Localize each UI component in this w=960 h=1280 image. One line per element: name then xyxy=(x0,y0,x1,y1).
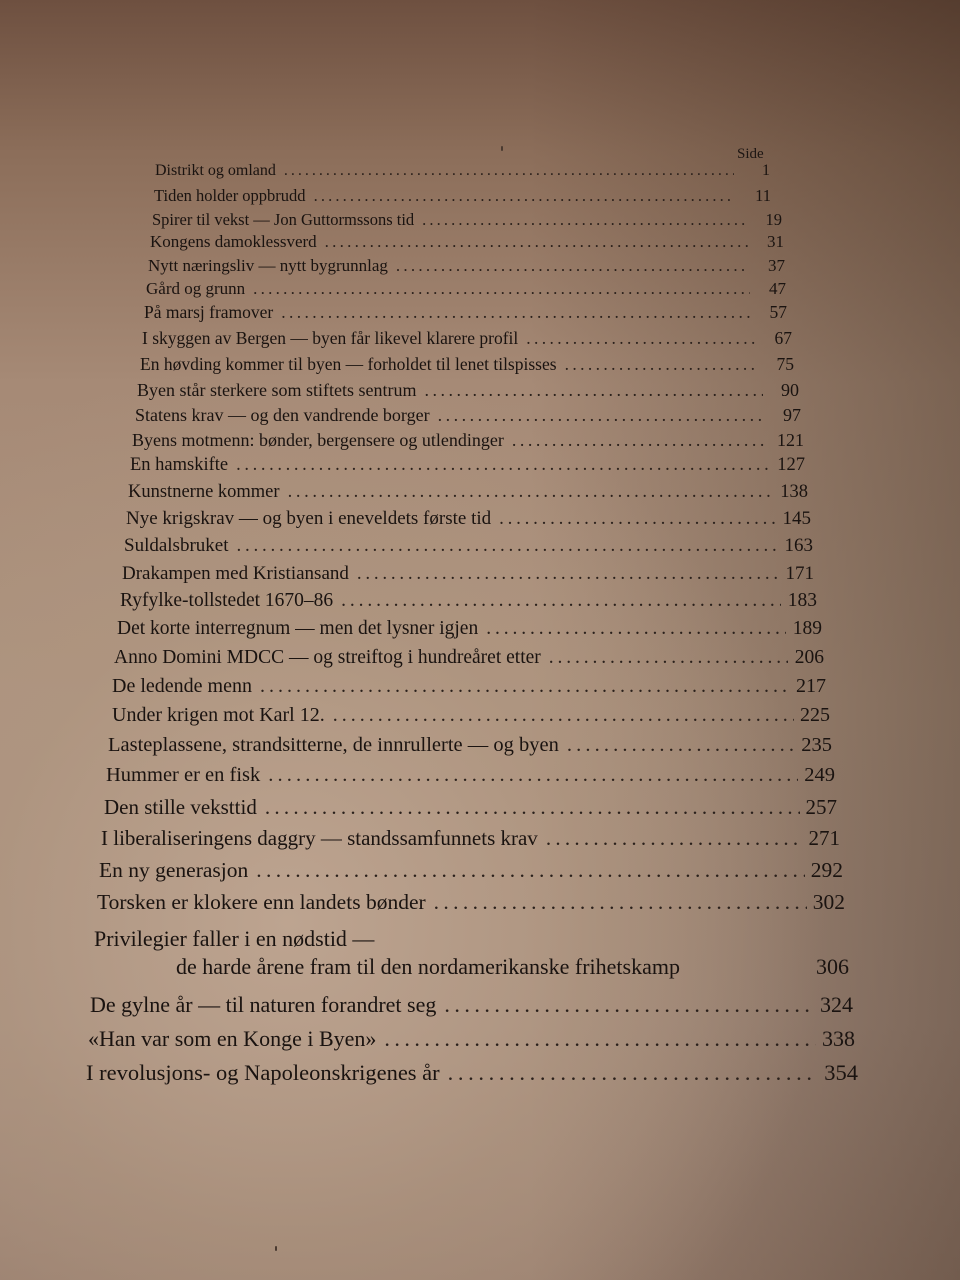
toc-entry-page: 11 xyxy=(755,186,771,205)
toc-leader-dots xyxy=(422,210,746,230)
toc-leader-dots xyxy=(333,704,794,727)
toc-entry-page: 37 xyxy=(768,256,785,275)
toc-entry-title: Byen står sterkere som stiftets sentrum xyxy=(137,380,417,400)
toc-entry-title: Nye krigskrav — og byen i eneveldets første tid xyxy=(126,508,492,529)
toc-entry-title: Ryfylke-tollstedet 1670–86 xyxy=(120,590,334,611)
toc-entry-title: I skyggen av Bergen — byen får likevel klarere profil xyxy=(142,328,519,348)
toc-entry-title: Det korte interregnum — men det lysner igjen xyxy=(117,618,479,639)
toc-leader-dots xyxy=(434,890,807,915)
toc-entry xyxy=(114,647,824,669)
toc-entry-page: 90 xyxy=(781,380,799,400)
toc-entry-page: 225 xyxy=(800,704,830,726)
toc-entry xyxy=(140,354,794,375)
toc-leader-dots xyxy=(325,232,748,252)
toc-entry xyxy=(97,890,845,915)
toc-entry-title: Anno Domini MDCC — og streiftog i hundreåret etter xyxy=(114,647,541,668)
paper-speck xyxy=(501,146,503,151)
toc-leader-dots xyxy=(265,795,800,820)
toc-entry-title: Nytt næringsliv — nytt bygrunnlag xyxy=(148,256,388,275)
page-column-header: Side xyxy=(737,146,764,162)
toc-entry-page: 67 xyxy=(774,328,792,348)
toc-entry xyxy=(155,162,770,180)
toc-entry-title: Distrikt og omland xyxy=(155,162,276,179)
toc-entry-title: På marsj framover xyxy=(144,302,274,322)
toc-entry xyxy=(146,279,786,299)
toc-leader-dots xyxy=(268,764,798,787)
toc-entry-page: 189 xyxy=(792,618,822,639)
toc-entry-page: 354 xyxy=(824,1060,858,1085)
toc-leader-dots xyxy=(396,256,749,276)
toc-entry-page: 163 xyxy=(784,535,813,556)
toc-entry-page: 121 xyxy=(777,430,804,450)
toc-leader-dots xyxy=(256,858,804,883)
toc-entry xyxy=(132,430,804,451)
toc-leader-dots xyxy=(384,1026,816,1052)
toc-entry xyxy=(128,482,808,503)
toc-leader-dots xyxy=(486,618,786,640)
toc-leader-dots xyxy=(444,992,814,1018)
toc-leader-dots xyxy=(314,186,735,206)
toc-entry-page: 75 xyxy=(776,354,794,374)
toc-entry-page: 183 xyxy=(787,590,817,611)
toc-entry xyxy=(126,508,811,530)
toc-leader-dots xyxy=(448,1060,819,1086)
toc-entry-page: 138 xyxy=(780,482,808,502)
toc-entry-title: De gylne år — til naturen forandret seg xyxy=(90,992,437,1017)
toc-entry xyxy=(137,380,799,401)
toc-entry xyxy=(150,232,784,252)
toc-leader-dots xyxy=(512,430,768,451)
toc-entry-title: Tiden holder oppbrudd xyxy=(154,186,306,205)
toc-entry-title: Byens motmenn: bønder, bergensere og utlendinger xyxy=(132,430,504,450)
toc-entry xyxy=(99,858,843,883)
toc-leader-dots xyxy=(424,380,763,401)
toc-leader-dots xyxy=(549,647,788,669)
toc-entry-page: 97 xyxy=(783,405,801,425)
toc-leader-dots xyxy=(357,563,778,585)
toc-entry xyxy=(117,618,822,640)
toc-entry xyxy=(108,734,832,757)
toc-entry xyxy=(135,405,801,426)
toc-leader-dots xyxy=(281,302,751,323)
toc-entry-title: Gård og grunn xyxy=(146,279,246,298)
toc-entry-page: 338 xyxy=(822,1026,855,1051)
toc-entry xyxy=(106,764,835,787)
toc-entry-title: Kongens damoklessverd xyxy=(150,232,317,251)
toc-entry-title: En ny generasjon xyxy=(99,858,249,882)
toc-entry-page: 19 xyxy=(765,210,782,229)
toc-entry-page: 145 xyxy=(782,508,811,529)
toc-entry-title: Lasteplassene, strandsitterne, de innrullerte — og byen xyxy=(108,734,559,756)
toc-entry-title: En hamskifte xyxy=(130,455,229,475)
toc-entry-continuation xyxy=(176,954,849,980)
toc-leader-dots xyxy=(499,508,775,530)
toc-entry-page: 271 xyxy=(808,826,840,850)
toc-entry xyxy=(112,675,826,698)
toc-entry-page: 324 xyxy=(820,992,853,1017)
toc-entry-page: 292 xyxy=(810,858,843,882)
toc-leader-dots xyxy=(253,279,750,299)
toc-entry-title: Torsken er klokere enn landets bønder xyxy=(97,890,426,914)
toc-leader-dots xyxy=(341,590,781,612)
toc-entry xyxy=(152,210,782,230)
toc-entry-page: 235 xyxy=(801,734,832,756)
toc-entry xyxy=(94,926,494,952)
toc-entry xyxy=(86,1060,858,1086)
toc-entry xyxy=(130,455,805,476)
toc-leader-dots xyxy=(236,455,769,476)
toc-leader-dots xyxy=(284,162,734,180)
toc-entry xyxy=(120,590,817,612)
toc-entry xyxy=(142,328,792,349)
toc-entry-title: De ledende menn xyxy=(112,675,252,697)
toc-entry-title: Den stille veksttid xyxy=(104,795,257,819)
toc-entry-page: 57 xyxy=(769,302,787,322)
toc-entry-title: Under krigen mot Karl 12. xyxy=(112,704,325,726)
paper-speck xyxy=(275,1246,277,1251)
toc-entry-page: 302 xyxy=(812,890,845,914)
toc-entry xyxy=(90,992,853,1018)
toc-entry xyxy=(148,256,785,276)
toc-entry-page: 47 xyxy=(769,279,786,298)
toc-entry-title: Statens krav — og den vandrende borger xyxy=(135,405,430,425)
toc-entry xyxy=(88,1026,855,1052)
toc-entry xyxy=(101,826,840,851)
toc-leader-dots xyxy=(438,405,765,426)
toc-entry-title: I revolusjons- og Napoleonskrigenes år xyxy=(86,1060,440,1085)
toc-entry-page: 206 xyxy=(794,647,824,668)
toc-leader-dots xyxy=(526,328,756,349)
toc-entry-title: Suldalsbruket xyxy=(124,535,229,556)
toc-leader-dots xyxy=(567,734,795,757)
toc-entry-page: 217 xyxy=(796,675,826,697)
toc-entry-title: Drakampen med Kristiansand xyxy=(122,563,349,584)
toc-leader-dots xyxy=(565,354,758,375)
toc-entry-page: 31 xyxy=(767,232,784,251)
toc-entry xyxy=(124,535,813,557)
toc-entry-page: 127 xyxy=(777,455,805,475)
toc-leader-dots xyxy=(546,826,803,851)
toc-entry-page: 171 xyxy=(785,563,814,584)
toc-entry-title: Kunstnerne kommer xyxy=(128,482,280,502)
toc-entry xyxy=(104,795,837,820)
toc-entry xyxy=(122,563,814,585)
toc-entry-title-continuation: de harde årene fram til den nordamerikanske frihetskamp xyxy=(176,954,680,979)
toc-entry xyxy=(112,704,830,727)
toc-entry-page: 249 xyxy=(804,764,835,786)
toc-entry-page: 1 xyxy=(762,162,770,179)
toc-entry-title: Privilegier faller i en nødstid — xyxy=(94,926,375,951)
toc-entry xyxy=(154,186,771,206)
toc-entry-title: Hummer er en fisk xyxy=(106,764,261,786)
toc-entry-title: «Han var som en Konge i Byen» xyxy=(88,1026,377,1051)
toc-entry-title: En høvding kommer til byen — forholdet til lenet tilspisses xyxy=(140,354,557,374)
toc-entry xyxy=(144,302,787,323)
toc-leader-dots xyxy=(260,675,790,698)
toc-leader-dots xyxy=(237,535,778,557)
toc-leader-dots xyxy=(288,482,772,503)
toc-entry-page: 306 xyxy=(816,954,849,979)
toc-entry-title: I liberaliseringens daggry — standssamfunnets krav xyxy=(101,826,538,850)
toc-entry-title: Spirer til vekst — Jon Guttormssons tid xyxy=(152,210,415,229)
toc-entry-page: 257 xyxy=(805,795,837,819)
